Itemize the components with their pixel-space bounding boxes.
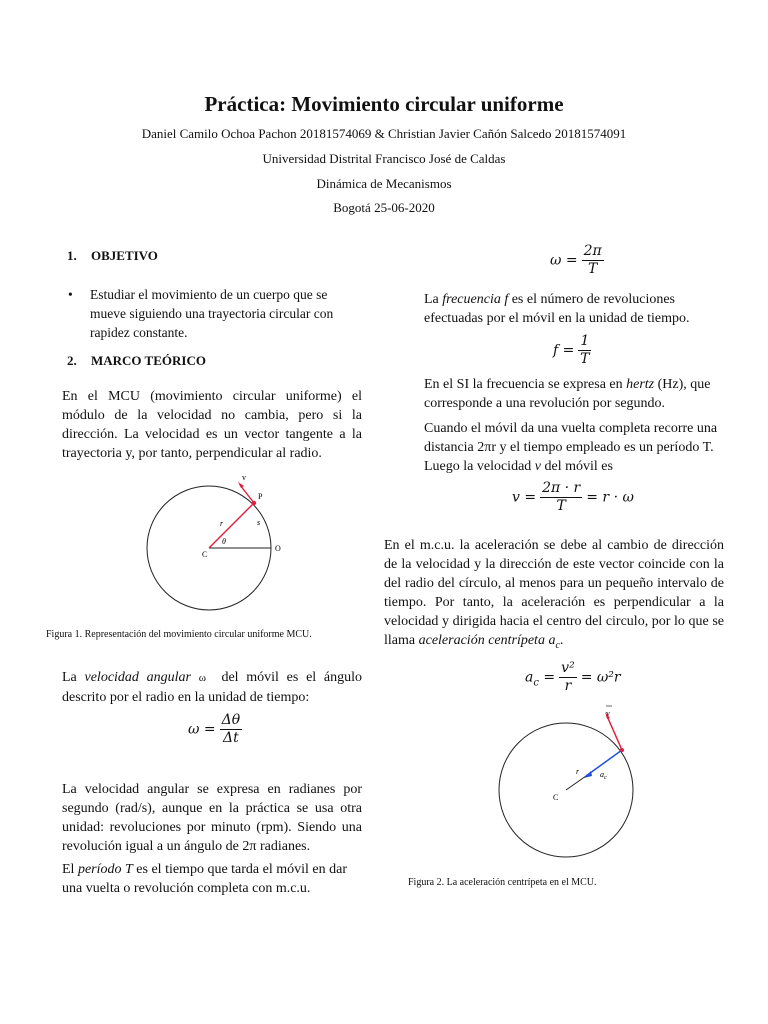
bullet-dot-icon: • — [68, 287, 73, 302]
university: Universidad Distrital Francisco José de Caldas — [262, 151, 506, 166]
term-v: v — [534, 459, 542, 474]
text-fragment: En el SI la frecuencia se expresa en — [424, 377, 627, 392]
figure-2-diagram — [495, 700, 645, 860]
fig1-label-o: O — [275, 544, 281, 553]
paragraph-mcu: En el MCU (movimiento circular uniforme) el módulo de la velocidad no cambia, pero si la dirección. La velocidad es un vector tangente a la trayectoria y, por tanto, perpendicular al radio. — [62, 389, 362, 461]
term-frecuencia: frecuencia f — [442, 292, 509, 307]
figure-2-caption: Figura 2. La aceleración centrípeta en el MCU. — [408, 877, 597, 888]
paragraph-vuelta — [424, 419, 724, 476]
term-velocidad-angular: velocidad angular — [84, 670, 191, 685]
eq-denominator: T — [580, 351, 590, 367]
section-1-number: 1. — [67, 248, 77, 263]
text-fragment: En el m.c.u. la aceleración se debe al cambio de dirección de la velocidad y la dirección de este vector coincide con la del radio del círculo, al menos para un pequeño intervalo de tiempo. Por tanto, la aceleración es perpendicular a la velocidad y dirigida hacia el centro del circulo, por lo que se llama — [384, 538, 724, 648]
eq-numerator: v² — [561, 660, 575, 676]
eq-denominator: T — [587, 261, 598, 277]
text-fragment: es el número de revoluciones efectuadas por el móvil en la unidad de tiempo. — [424, 292, 690, 326]
course: Dinámica de Mecanismos — [316, 176, 452, 191]
text-fragment: Cuando el móvil da una vuelta completa recorre una distancia 2πr y el tiempo empleado es un período T. Luego la velocidad — [424, 421, 718, 474]
fig1-label-c: C — [202, 550, 208, 559]
section-2-title: MARCO TEÓRICO — [91, 353, 206, 368]
eq-numerator: 2π — [583, 243, 602, 259]
paragraph-frecuencia — [424, 290, 724, 328]
term-aceleracion-centripeta: aceleración centrípeta a — [418, 633, 556, 648]
fig1-velocity-arrowhead — [238, 482, 244, 488]
equation-omega-delta — [188, 712, 246, 747]
text-fragment: (Hz), que corresponde a una revolución por segundo. — [424, 377, 711, 411]
equation-omega-period — [550, 243, 608, 278]
fig2-acceleration-arrowhead — [584, 771, 592, 778]
paragraph-periodo — [62, 860, 362, 898]
fig1-label-s: s — [257, 518, 261, 527]
fig2-label-ac-sub: c — [604, 775, 607, 781]
eq-lhs: f = — [553, 342, 575, 359]
fig2-velocity-vector — [607, 716, 622, 750]
eq-denominator: r — [564, 678, 572, 694]
text-fragment: del móvil es el ángulo descrito por el radio en la unidad de tiempo: — [62, 670, 363, 705]
fig1-label-p: P — [258, 492, 263, 501]
eq-numerator: 1 — [580, 333, 590, 349]
fig2-label-ac-base: a — [600, 770, 604, 779]
fig2-label-v: v — [606, 709, 610, 718]
eq-denominator: T — [556, 498, 566, 514]
equation-frequency — [553, 333, 595, 368]
term-periodo: período T — [77, 862, 133, 877]
eq-lhs: a — [525, 669, 534, 686]
eq-equals: = — [543, 669, 556, 686]
figure-1-diagram — [140, 468, 300, 618]
fig1-label-theta: θ — [222, 537, 226, 546]
paragraph-aceleracion — [384, 536, 724, 655]
eq-numerator: 2π · r — [542, 480, 581, 496]
fig2-radius-start — [566, 776, 586, 790]
equation-centripetal — [525, 660, 621, 695]
text-fragment: es el tiempo que tarda el móvil en dar una vuelta o revolución completa con m.c.u. — [62, 862, 348, 896]
fig2-label-ac — [600, 770, 607, 781]
eq-lhs: ω = — [188, 721, 216, 738]
equation-velocity — [512, 480, 634, 515]
fig2-label-c: C — [553, 793, 559, 802]
fig1-point-p — [252, 501, 256, 505]
objective-text: Estudiar el movimiento de un cuerpo que se mueve siguiendo una trayectoria circular con rapidez constante. — [90, 287, 334, 340]
place-date: Bogotá 25-06-2020 — [333, 200, 435, 215]
paragraph-velocidad-angular — [62, 668, 362, 707]
section-1-heading — [67, 248, 158, 264]
fig1-label-v: v — [242, 473, 246, 482]
paper-title: Práctica: Movimiento circular uniforme — [204, 92, 564, 116]
fig1-velocity-vector — [240, 485, 254, 503]
section-2-number: 2. — [67, 353, 77, 368]
eq-rhs: = r · ω — [586, 489, 634, 506]
eq-denominator: Δt — [223, 730, 239, 746]
section-1-title: OBJETIVO — [91, 248, 158, 263]
section-2-heading — [67, 353, 206, 369]
eq-lhs-subscript: c — [533, 677, 539, 689]
fig2-acceleration-vector — [586, 750, 622, 776]
fig1-radius — [209, 503, 254, 548]
text-fragment: La — [62, 670, 85, 685]
fig1-label-r: r — [220, 519, 224, 528]
text-fragment: El — [62, 862, 78, 877]
term-subscript: c — [555, 639, 560, 651]
objective-bullet — [68, 285, 360, 342]
symbol-omega: ω — [198, 672, 206, 684]
eq-lhs: ω = — [550, 252, 578, 269]
text-fragment: La — [424, 292, 443, 307]
fig2-label-r: r — [576, 767, 580, 776]
paragraph-hertz — [424, 375, 724, 413]
text-fragment: del móvil es — [541, 459, 613, 474]
eq-lhs: v = — [512, 489, 537, 506]
fig2-point — [620, 748, 624, 752]
term-hertz: hertz — [626, 377, 655, 392]
authors: Daniel Camilo Ochoa Pachon 20181574069 & Christian Javier Cañón Salcedo 20181574091 — [141, 126, 627, 141]
text-fragment: . — [559, 633, 564, 648]
eq-numerator: Δθ — [221, 712, 241, 728]
eq-rhs: = ω²r — [580, 669, 621, 686]
paragraph-radianes: La velocidad angular se expresa en radianes por segundo (rad/s), aunque en la práctica se usa otra unidad: revoluciones por minuto (rpm). Siendo una revolución igual a un ángulo de 2π radianes. — [62, 782, 362, 854]
figure-1-caption: Figura 1. Representación del movimiento circular uniforme MCU. — [46, 629, 312, 640]
